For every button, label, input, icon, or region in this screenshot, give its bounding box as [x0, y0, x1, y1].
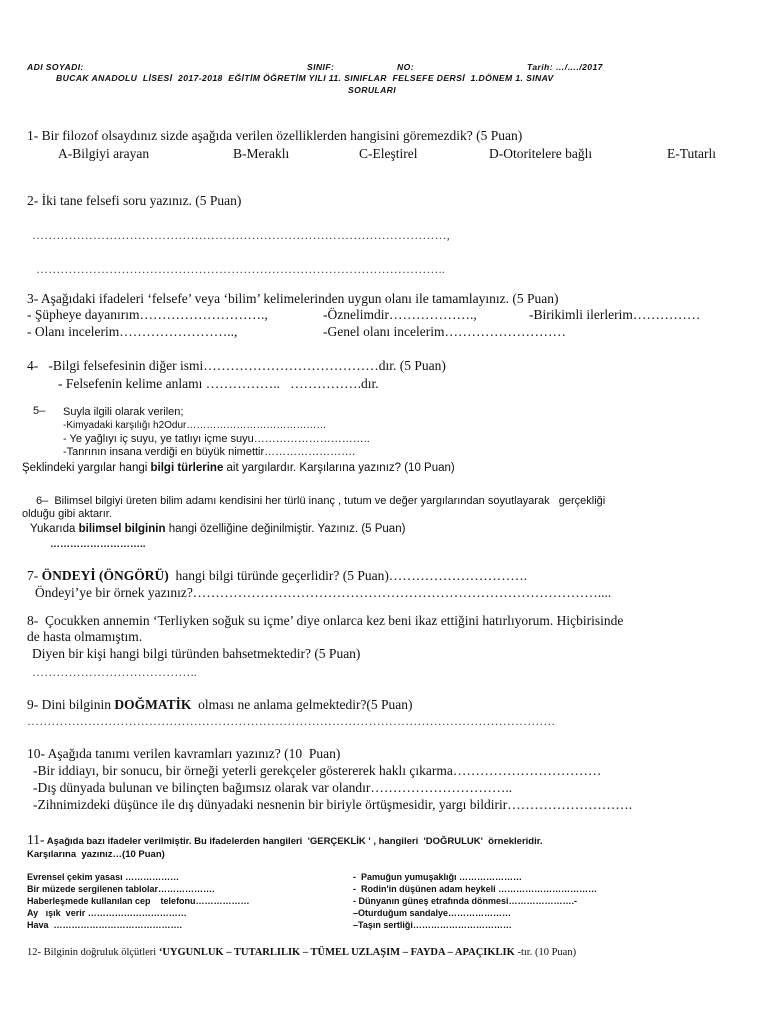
q3-item-3: -Birikimli ilerlerim…………… [529, 307, 701, 322]
q11-right-5: –Taşın sertliği…………………………… [353, 920, 512, 930]
question-6: Yukarıda bilimsel bilginin hangi özelliğine değinilmiştir. Yazınız. (5 Puan) [30, 523, 406, 535]
question-7: 7- ÖNDEYİ (ÖNGÖRÜ) hangi bilgi türünde geçerlidir? (5 Puan)…………………………. [27, 568, 528, 583]
q8-statement-2: de hasta olmamıştım. [27, 629, 143, 644]
q11-left-4: Ay ışık verir …………………………… [27, 908, 187, 918]
q2-answer-line-1[interactable]: …………………………………………………………………………………………, [32, 228, 450, 242]
q10-item-2: -Dış dünyada bulunan ve bilinçten bağımsız olarak var olandır………………………….. [33, 780, 513, 795]
q3-item-5: -Genel olanı incelerim……………………… [323, 324, 566, 339]
q3-item-4: - Olanı incelerim…………………….., [27, 324, 238, 339]
q6-answer-line[interactable]: ……………………….. [50, 539, 146, 550]
q11-right-1: - Pamuğun yumuşaklığı ………………… [353, 872, 523, 882]
q1-option-e: E-Tutarlı [667, 146, 717, 161]
name-label: ADI SOYADI: [27, 62, 84, 72]
q3-item-2: -Öznelimdir………………., [323, 307, 477, 322]
exam-title-cont: SORULARI [348, 85, 397, 95]
question-10: 10- Aşağıda tanımı verilen kavramları yazınız? (10 Puan) [27, 746, 341, 761]
q11-right-4: –Oturduğum sandalye………………… [353, 908, 512, 918]
q10-item-3: -Zihnimizdeki düşünce ile dış dünyadaki nesnenin bir biriyle örtüşmesidir, yargı bildirir………………………. [33, 797, 633, 812]
q11-left-3: Haberleşmede kullanılan cep telefonu……………… [27, 896, 250, 906]
q9-answer-line[interactable]: …………………………………………………………………………………………………………………. [27, 714, 555, 728]
q1-option-c: C-Eleştirel [359, 146, 418, 161]
q5-item-3: -Tanrının insana verdiği en büyük nimettir……………………. [63, 446, 356, 458]
question-11-cont: Karşılarına yazınız…(10 Puan) [27, 849, 165, 860]
q11-left-1: Evrensel çekim yasası ……………… [27, 872, 180, 882]
q1-option-a: A-Bilgiyi arayan [58, 146, 150, 161]
q3-item-1: - Şüpheye dayanırım………………………., [27, 307, 268, 322]
q4-line-2: - Felsefenin kelime anlamı …………….. …………….dır. [58, 376, 379, 391]
question-9: 9- Dini bilginin DOĞMATİK olması ne anlama gelmektedir?(5 Puan) [27, 697, 413, 712]
q11-left-2: Bir müzede sergilenen tablolar………………. [27, 884, 215, 894]
q1-option-d: D-Otoritelere bağlı [489, 146, 593, 161]
q5-number: 5– [33, 405, 46, 417]
q8-answer-line[interactable]: ………………………………….. [32, 665, 197, 679]
q5-intro: Suyla ilgili olarak verilen; [63, 406, 184, 418]
q2-answer-line-2[interactable]: ……………………………………………………………………………………….. [36, 262, 445, 276]
q7-example: Öndeyi’ye bir örnek yazınız?……………………………………………………………………………….... [35, 585, 612, 600]
q11-right-3: - Dünyanın güneş etrafında dönmesi………………….- [353, 896, 578, 906]
q11-right-2: - Rodin'in düşünen adam heykeli …………………………… [353, 884, 598, 894]
q1-option-b: B-Meraklı [233, 146, 290, 161]
question-11: 11- Aşağıda bazı ifadeler verilmiştir. Bu ifadelerden hangileri 'GERÇEKLİK ' , hangileri 'DOĞRULUK' örnekleridir. [27, 832, 543, 847]
question-8: Diyen bir kişi hangi bilgi türünden bahsetmektedir? (5 Puan) [32, 646, 361, 661]
question-2: 2- İki tane felsefi soru yazınız. (5 Puan) [27, 193, 242, 208]
question-1: 1- Bir filozof olsaydınız sizde aşağıda verilen özelliklerden hangisini göremezdik? (5 Puan) [27, 128, 523, 143]
exam-title: BUCAK ANADOLU LİSESİ 2017-2018 EĞİTİM ÖĞRETİM YILI 11. SINIFLAR FELSEFE DERSİ 1.DÖNEM 1. SINAV [56, 73, 554, 83]
q11-left-5: Hava ……………………………………. [27, 920, 183, 930]
q10-item-1: -Bir iddiayı, bir sonucu, bir örneği yeterli gerekçeler göstererek haklı çıkarma…………………………… [33, 763, 602, 778]
q5-item-2: - Ye yağlıyı iç suyu, ye tatlıyı içme suyu………………………….. [63, 433, 370, 445]
q5-item-1: -Kimyadaki karşılığı h2Odur…………………………………… [63, 420, 327, 431]
question-4: 4- -Bilgi felsefesinin diğer ismi…………………………………dır. (5 Puan) [27, 358, 446, 373]
q6-statement-1: 6– Bilimsel bilgiyi üreten bilim adamı kendisini her türlü inanç , tutum ve değer yargılarından soyutlayarak gerçekliği [36, 495, 606, 507]
class-label: SINIF: [307, 62, 335, 72]
question-3: 3- Aşağıdaki ifadeleri ‘felsefe’ veya ‘bilim’ kelimelerinden uygun olanı ile tamamlayınız. (5 Puan) [27, 291, 559, 306]
q8-statement-1: 8- Çocukken annemin ‘Terliyken soğuk su içme’ diye onlarca kez beni ikaz ettiğini hatırlıyorum. Hiçbirisinde [27, 613, 624, 628]
number-label: NO: [397, 62, 414, 72]
q6-statement-2: olduğu gibi aktarır. [22, 508, 112, 520]
date-label: Tarih: …/…./2017 [527, 62, 603, 72]
question-5: Şeklindeki yargılar hangi bilgi türlerine ait yargılardır. Karşılarına yazınız? (10 Puan) [22, 462, 455, 474]
question-12: 12- Bilginin doğruluk ölçütleri ‘UYGUNLUK – TUTARLILIK – TÜMEL UZLAŞIM – FAYDA – APAÇIKLIK -tır. (10 Puan) [27, 947, 577, 958]
